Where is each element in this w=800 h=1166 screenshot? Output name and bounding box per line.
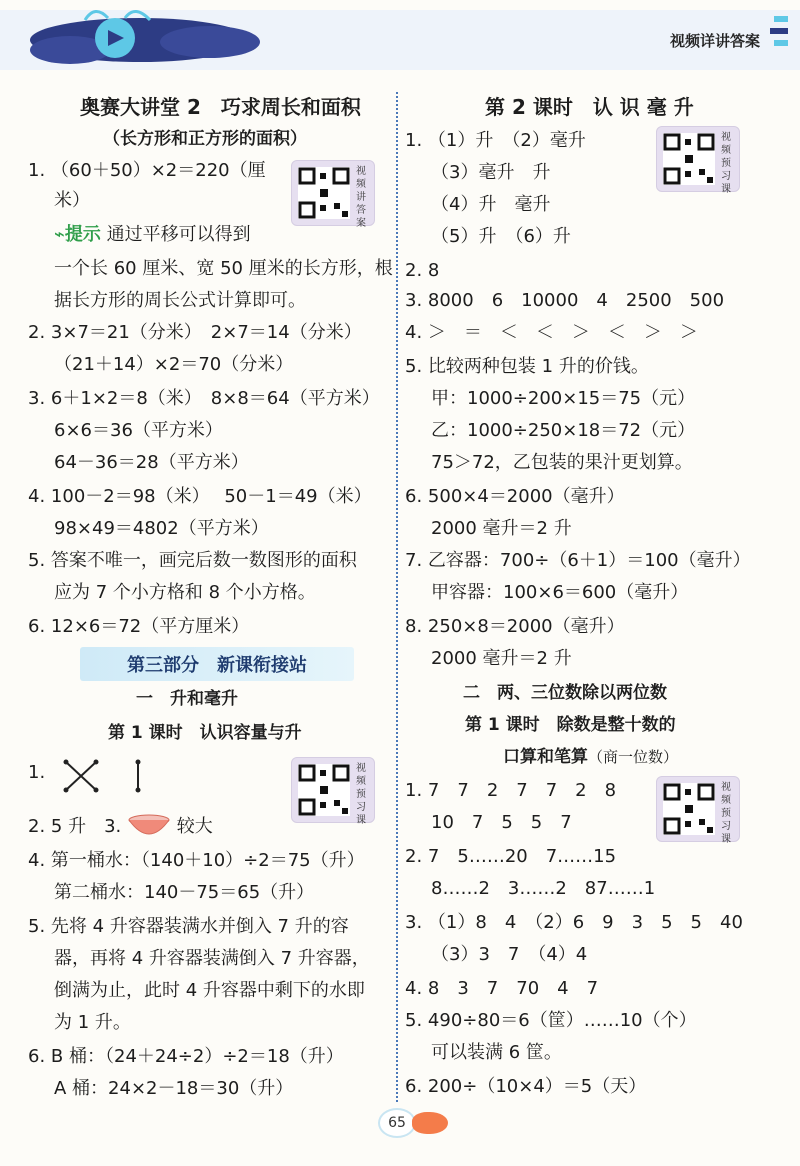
hint-label: ⌁提示 — [54, 224, 101, 245]
l4-line2: 第二桶水：140－75＝65（升） — [54, 882, 315, 903]
left-subtitle: （长方形和正方形的面积） — [103, 129, 307, 149]
l5-line4: 为 1 升。 — [54, 1012, 131, 1033]
qr-code-icon — [298, 167, 350, 219]
a5-line3: 乙：1000÷250×18＝72（元） — [431, 420, 696, 441]
l6-line1: 6. B 桶：（24＋24÷2）÷2＝18（升） — [28, 1046, 344, 1067]
a1-line1: 1. （1）升 （2）毫升 — [405, 130, 586, 151]
qr-code-icon — [298, 764, 350, 816]
b3-line2: （3）3 7 （4）4 — [431, 944, 588, 965]
b4-line: 4. 8 3 7 70 4 7 — [405, 978, 599, 999]
a5-line2: 甲：1000÷200×15＝75（元） — [431, 388, 696, 409]
a8-line1: 8. 250×8＝2000（毫升） — [405, 616, 625, 637]
a6-line2: 2000 毫升＝2 升 — [431, 518, 572, 539]
qr-code-video-answer[interactable] — [291, 160, 375, 229]
submarine-icon — [412, 1112, 448, 1134]
b2-line2: 8……2 3……2 87……1 — [431, 878, 656, 899]
q4-line2: 98×49＝4802（平方米） — [54, 518, 269, 539]
q3-line1: 3. 6＋1×2＝8（米） 8×8＝64（平方米） — [28, 388, 380, 409]
b2-line1: 2. 7 5……20 7……15 — [405, 846, 617, 867]
hint-line2: 一个长 60 厘米、宽 50 厘米的长方形，根 — [54, 258, 393, 279]
hint-line1: ⌁提示 通过平移可以得到 — [54, 224, 251, 245]
a1-line4: （5）升 （6）升 — [431, 226, 571, 247]
a1-line2: （3）毫升 升 — [431, 162, 551, 183]
column-divider — [396, 92, 398, 1102]
b1-line2: 10 7 5 5 7 — [431, 812, 572, 833]
qr-code-icon — [663, 133, 715, 185]
q1-line2: 米） — [54, 190, 90, 211]
a7-line2: 甲容器：100×6＝600（毫升） — [431, 582, 689, 603]
l1-line: 1. — [28, 762, 46, 783]
a2-line: 2. 8 — [405, 260, 440, 281]
b6-line: 6. 200÷（10×4）＝5（天） — [405, 1076, 647, 1097]
unit2-title: 二 两、三位数除以两位数 — [463, 683, 667, 703]
q6-line1: 6. 12×6＝72（平方厘米） — [28, 616, 250, 637]
page-header — [0, 0, 800, 95]
q5-line2: 应为 7 个小方格和 8 个小方格。 — [54, 582, 316, 603]
lesson2-title-line1: 第 1 课时 除数是整十数的 — [465, 715, 676, 735]
qr-label: 视频预习课 — [721, 132, 731, 195]
unit-title: 一 升和毫升 — [136, 689, 238, 709]
b1-line1: 1. 7 7 2 7 7 2 8 — [405, 780, 617, 801]
right-title: 第 2 课时 认 识 毫 升 — [485, 95, 694, 119]
a8-line2: 2000 毫升＝2 升 — [431, 648, 572, 669]
a5-line1: 5. 比较两种包装 1 升的价钱。 — [405, 356, 649, 377]
qr-label: 视频预习课 — [721, 782, 731, 845]
left-title: 奥赛大讲堂 2 巧求周长和面积 — [80, 95, 361, 119]
a7-line1: 7. 乙容器：700÷（6＋1）＝100（毫升） — [405, 550, 751, 571]
qr-label: 视频预习课 — [356, 763, 366, 826]
bowl-icon — [127, 814, 171, 840]
a1-line3: （4）升 毫升 — [431, 194, 551, 215]
qr-code-preview-lesson-2[interactable] — [656, 126, 740, 195]
page-number: 65 — [378, 1108, 416, 1138]
l2-line: 2. 5 升 3. 较大 — [28, 814, 213, 840]
q1-line1: 1. （60＋50）×2＝220（厘 — [28, 160, 266, 181]
q2-line2: （21＋14）×2＝70（分米） — [54, 354, 294, 375]
q5-line1: 5. 答案不唯一，画完后数一数图形的面积 — [28, 550, 357, 571]
lesson-title: 第 1 课时 认识容量与升 — [108, 723, 302, 743]
q4-line1: 4. 100－2＝98（米） 50－1＝49（米） — [28, 486, 372, 507]
header-side-marks — [766, 16, 792, 56]
qr-code-icon — [663, 783, 715, 835]
l5-line3: 倒满为止，此时 4 升容器中剩下的水即 — [54, 980, 365, 1001]
section-banner: 第三部分 新课衔接站 — [80, 647, 354, 681]
a6-line1: 6. 500×4＝2000（毫升） — [405, 486, 625, 507]
l6-line2: A 桶：24×2－18＝30（升） — [54, 1078, 294, 1099]
l5-line2: 器，再将 4 升容器装满倒入 7 升容器， — [54, 948, 370, 969]
b5-line2: 可以装满 6 筐。 — [431, 1042, 562, 1063]
qr-code-preview-lesson-3[interactable] — [656, 776, 740, 845]
q3-line2: 6×6＝36（平方米） — [54, 420, 223, 441]
l4-line1: 4. 第一桶水：（140＋10）÷2＝75（升） — [28, 850, 365, 871]
matching-lines-figure — [60, 756, 150, 796]
a5-line4: 75＞72，乙包装的果汁更划算。 — [431, 452, 693, 473]
a3-line: 3. 8000 6 10000 4 2500 500 — [405, 290, 725, 311]
header-label: 视频详讲答案 — [669, 32, 760, 50]
a4-line: 4. ＞ ＝ ＜ ＜ ＞ ＜ ＞ ＞ — [405, 322, 698, 343]
q2-line1: 2. 3×7＝21（分米） 2×7＝14（分米） — [28, 322, 362, 343]
b5-line1: 5. 490÷80＝6（筐）……10（个） — [405, 1010, 697, 1031]
qr-code-preview-lesson[interactable] — [291, 757, 375, 826]
q3-line3: 64－36＝28（平方米） — [54, 452, 249, 473]
qr-label: 视频讲答案 — [356, 166, 366, 229]
b3-line1: 3. （1）8 4 （2）6 9 3 5 5 40 — [405, 912, 743, 933]
hint-line3: 据长方形的周长公式计算即可。 — [54, 290, 306, 311]
lesson2-title-line2: 口算和笔算（商一位数） — [503, 747, 679, 767]
l5-line1: 5. 先将 4 升容器装满水并倒入 7 升的容 — [28, 916, 349, 937]
